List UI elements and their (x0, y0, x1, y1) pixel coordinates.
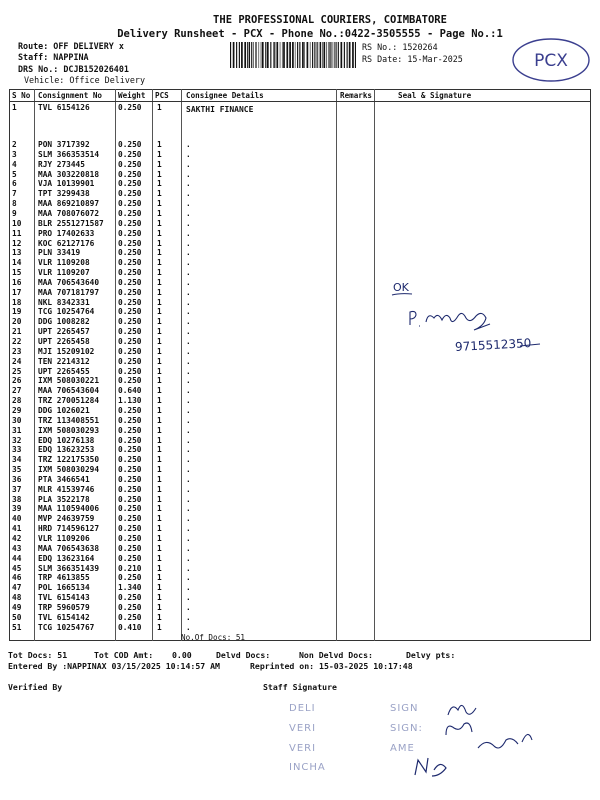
row-weight: 0.250 (118, 415, 142, 425)
row-sno: 17 (12, 287, 22, 297)
row-sno: 14 (12, 258, 22, 268)
row-sno: 35 (12, 465, 22, 475)
row-consignment: TRZ 270051284 (38, 396, 100, 406)
row-consignment: IXM 508030221 (38, 376, 100, 386)
row-weight: 0.250 (118, 356, 142, 366)
row-weight: 0.250 (118, 103, 142, 112)
row-sno: 9 (12, 208, 17, 218)
total-cod-value: 0.00 (172, 650, 192, 660)
row-pcs: 1 (157, 435, 162, 445)
row-weight: 0.640 (118, 386, 142, 396)
row-sno: 44 (12, 553, 22, 563)
row-consignment: UPT 2265458 (38, 337, 90, 346)
row-consignee-dot: . (186, 494, 191, 504)
row-consignee-dot: . (186, 277, 191, 287)
row-sno: 12 (12, 238, 22, 248)
faint-stamp-line: AME (390, 743, 415, 754)
col-header-consignment: Consignment No (38, 91, 103, 100)
row-consignment: TCG 10254764 (38, 307, 95, 317)
row-consignment: DDG 1008282 (38, 317, 90, 327)
row-weight: 0.250 (118, 238, 142, 248)
row-weight: 0.250 (118, 277, 142, 287)
row-consignee-dot: . (186, 356, 191, 366)
row-weight: 0.250 (118, 573, 142, 583)
row-consignee-dot: . (186, 327, 191, 337)
row-consignment: MAA 707181797 (38, 287, 100, 297)
row-consignment: TVL 6154126 (38, 103, 90, 112)
staff-signature-label: Staff Signature (263, 682, 337, 692)
row-sno: 20 (12, 317, 22, 327)
total-docs: Tot Docs: 51 (8, 650, 68, 660)
row-weight: 0.250 (118, 593, 142, 603)
row-sno: 51 (12, 622, 22, 632)
row-pcs: 1 (157, 103, 162, 112)
row-consignee-dot: . (186, 524, 191, 534)
row-pcs: 1 (157, 159, 162, 169)
row-consignee-dot: . (186, 297, 191, 307)
row-consignment: NKL 8342331 (38, 297, 90, 307)
row-consignment: EDQ 10276138 (38, 435, 95, 445)
row-weight: 0.250 (118, 494, 142, 504)
row-sno: 32 (12, 435, 22, 445)
row-pcs: 1 (157, 455, 162, 465)
row-consignee-dot: . (186, 504, 191, 514)
row-sno: 5 (12, 169, 17, 179)
row-consignment: VLR 1109207 (38, 268, 90, 278)
faint-stamp-line: INCHA (289, 762, 326, 773)
row-sno: 37 (12, 484, 22, 494)
row-consignment: VLR 1109206 (38, 534, 90, 543)
non-delivered-docs-label: Non Delvd Docs: (299, 650, 373, 660)
row-consignment: MAA 869210897 (38, 199, 100, 209)
row-pcs: 1 (157, 238, 162, 248)
row-pcs: 1 (157, 405, 162, 415)
row-pcs: 1 (157, 287, 162, 297)
entered-by: Entered By :NAPPINAX 03/15/2025 10:14:57 AM (8, 661, 220, 671)
row-sno: 15 (12, 268, 22, 278)
row-weight: 1.130 (118, 396, 142, 406)
row-consignee-dot: . (186, 228, 191, 238)
row-pcs: 1 (157, 484, 162, 494)
row-consignment: PRO 17402633 (38, 228, 95, 238)
row-sno: 50 (12, 612, 22, 622)
row-consignee-dot: . (186, 435, 191, 445)
row-consignment: UPT 2265457 (38, 327, 90, 337)
row-weight: 0.250 (118, 612, 142, 622)
row-pcs: 1 (157, 307, 162, 317)
row-consignee-dot: . (186, 612, 191, 622)
row-pcs: 1 (157, 474, 162, 484)
row-consignee-dot: . (186, 169, 191, 179)
row-consignee-dot: . (186, 514, 191, 524)
row-pcs: 1 (157, 356, 162, 366)
col-header-pcs: PCS (155, 91, 169, 100)
row-pcs: 1 (157, 534, 162, 543)
faint-stamp-line: DELI (289, 703, 316, 714)
row-sno: 31 (12, 425, 22, 435)
row-consignee-dot: . (186, 346, 191, 356)
row-sno: 6 (12, 179, 17, 189)
row-weight: 0.250 (118, 228, 142, 238)
row-sno: 42 (12, 534, 22, 543)
row-pcs: 1 (157, 504, 162, 514)
row-consignment: MAA 708076072 (38, 208, 100, 218)
row-sno: 3 (12, 149, 17, 159)
row-weight: 0.250 (118, 376, 142, 386)
row-weight: 0.250 (118, 366, 142, 376)
row-pcs: 1 (157, 337, 162, 346)
row-consignment: MAA 706543604 (38, 386, 100, 396)
col-header-sno: S No (12, 91, 31, 100)
row-weight: 0.250 (118, 159, 142, 169)
row-consignment: VLR 1109208 (38, 258, 90, 268)
reprinted-on: Reprinted on: 15-03-2025 10:17:48 (250, 661, 413, 671)
row-weight: 0.250 (118, 208, 142, 218)
row-pcs: 1 (157, 543, 162, 553)
row-consignment: MAA 706543640 (38, 277, 100, 287)
row-consignment: PLA 3522178 (38, 494, 90, 504)
row-weight: 0.250 (118, 602, 142, 612)
delivery-points-label: Delvy pts: (406, 650, 456, 660)
row-weight: 0.210 (118, 563, 142, 573)
row-pcs: 1 (157, 228, 162, 238)
first-consignee: SAKTHI FINANCE (186, 105, 254, 114)
row-consignee-dot: . (186, 573, 191, 583)
row-sno: 10 (12, 218, 22, 228)
row-consignment: IXM 508030294 (38, 465, 100, 475)
row-pcs: 1 (157, 189, 162, 199)
row-consignee-dot: . (186, 543, 191, 553)
row-consignment: MJI 15209102 (38, 346, 95, 356)
stamp-text: PCX (534, 51, 568, 71)
row-consignment: TVL 6154142 (38, 612, 90, 622)
row-consignment: BLR 2551271587 (38, 218, 104, 228)
row-pcs: 1 (157, 376, 162, 386)
row-pcs: 1 (157, 386, 162, 396)
verified-by-label: Verified By (8, 682, 63, 692)
row-sno: 2 (12, 140, 17, 149)
row-weight: 0.250 (118, 405, 142, 415)
row-consignee-dot: . (186, 149, 191, 159)
row-consignee-dot: . (186, 189, 191, 199)
row-sno: 24 (12, 356, 22, 366)
row-sno: 7 (12, 189, 17, 199)
row-consignee-dot: . (186, 307, 191, 317)
row-consignee-dot: . (186, 474, 191, 484)
row-consignment: SLM 366351439 (38, 563, 100, 573)
row-consignee-dot: . (186, 366, 191, 376)
col-header-remarks: Remarks (340, 91, 373, 100)
row-pcs: 1 (157, 366, 162, 376)
rs-date: RS Date: 15-Mar-2025 (362, 54, 463, 64)
row-weight: 0.250 (118, 514, 142, 524)
row-sno: 1 (12, 103, 17, 112)
row-sno: 47 (12, 583, 22, 593)
row-pcs: 1 (157, 149, 162, 159)
row-sno: 34 (12, 455, 22, 465)
row-pcs: 1 (157, 396, 162, 406)
row-weight: 0.250 (118, 218, 142, 228)
row-sno: 18 (12, 297, 22, 307)
row-pcs: 1 (157, 593, 162, 603)
row-pcs: 1 (157, 346, 162, 356)
row-consignee-dot: . (186, 445, 191, 455)
row-pcs: 1 (157, 622, 162, 632)
row-consignment: SLM 366353514 (38, 149, 100, 159)
row-sno: 49 (12, 602, 22, 612)
row-consignment: EDQ 13623164 (38, 553, 95, 563)
row-consignment: HRD 714596127 (38, 524, 100, 534)
route-label: Route: OFF DELIVERY x (18, 41, 124, 51)
col-header-weight: Weight (118, 91, 146, 100)
row-sno: 40 (12, 514, 22, 524)
row-weight: 0.250 (118, 543, 142, 553)
row-consignee-dot: . (186, 258, 191, 268)
row-sno: 26 (12, 376, 22, 386)
row-consignment: TRP 4613855 (38, 573, 90, 583)
total-cod-label: Tot COD Amt: (94, 650, 154, 660)
row-consignment: KOC 62127176 (38, 238, 95, 248)
row-sno: 8 (12, 199, 17, 209)
row-weight: 0.250 (118, 268, 142, 278)
row-consignee-dot: . (186, 208, 191, 218)
row-weight: 0.250 (118, 149, 142, 159)
row-consignee-dot: . (186, 179, 191, 189)
row-consignment: PTA 3466541 (38, 474, 90, 484)
row-sno: 16 (12, 277, 22, 287)
row-pcs: 1 (157, 199, 162, 209)
row-pcs: 1 (157, 445, 162, 455)
row-consignee-dot: . (186, 376, 191, 386)
delivered-docs-label: Delvd Docs: (216, 650, 271, 660)
row-pcs: 1 (157, 258, 162, 268)
row-pcs: 1 (157, 563, 162, 573)
row-sno: 46 (12, 573, 22, 583)
row-sno: 21 (12, 327, 22, 337)
row-consignment: MAA 706543638 (38, 543, 100, 553)
runsheet-title: Delivery Runsheet - PCX - Phone No.:0422-3505555 - Page No.:1 (117, 28, 503, 40)
faint-stamp-line: VERI (289, 723, 317, 734)
faint-stamp-line: VERI (289, 743, 317, 754)
row-sno: 43 (12, 543, 22, 553)
row-pcs: 1 (157, 277, 162, 287)
row-pcs: 1 (157, 327, 162, 337)
row-weight: 0.250 (118, 337, 142, 346)
row-weight: 0.250 (118, 327, 142, 337)
row-pcs: 1 (157, 297, 162, 307)
row-weight: 0.250 (118, 504, 142, 514)
row-consignment: IXM 508030293 (38, 425, 100, 435)
row-pcs: 1 (157, 140, 162, 149)
row-sno: 48 (12, 593, 22, 603)
row-pcs: 1 (157, 524, 162, 534)
row-consignee-dot: . (186, 455, 191, 465)
row-weight: 0.250 (118, 455, 142, 465)
row-consignee-dot: . (186, 248, 191, 258)
row-consignment: PON 3717392 (38, 140, 90, 149)
row-sno: 19 (12, 307, 22, 317)
row-weight: 0.250 (118, 317, 142, 327)
row-consignee-dot: . (186, 425, 191, 435)
row-consignee-dot: . (186, 396, 191, 406)
row-weight: 0.250 (118, 258, 142, 268)
row-consignee-dot: . (186, 159, 191, 169)
row-weight: 0.250 (118, 179, 142, 189)
row-consignment: TEN 2214312 (38, 356, 90, 366)
row-consignment: MVP 24639759 (38, 514, 95, 524)
row-consignee-dot: . (186, 140, 191, 149)
row-consignment: EDQ 13623253 (38, 445, 95, 455)
row-consignment: TPT 3299438 (38, 189, 90, 199)
row-pcs: 1 (157, 248, 162, 258)
row-consignee-dot: . (186, 287, 191, 297)
row-pcs: 1 (157, 612, 162, 622)
row-weight: 0.250 (118, 524, 142, 534)
row-pcs: 1 (157, 218, 162, 228)
row-sno: 45 (12, 563, 22, 573)
row-pcs: 1 (157, 208, 162, 218)
row-weight: 0.250 (118, 346, 142, 356)
row-weight: 0.250 (118, 484, 142, 494)
faint-stamp-line: SIGN: (390, 723, 423, 734)
col-header-seal: Seal & Signature (398, 91, 472, 100)
row-consignment: UPT 2265455 (38, 366, 90, 376)
row-consignment: MAA 303220818 (38, 169, 100, 179)
row-consignee-dot: . (186, 583, 191, 593)
row-weight: 0.250 (118, 189, 142, 199)
row-pcs: 1 (157, 415, 162, 425)
row-consignee-dot: . (186, 593, 191, 603)
no-of-docs: No.Of Docs: 51 (181, 633, 246, 642)
row-sno: 25 (12, 366, 22, 376)
vehicle-label: Vehicle: Office Delivery (24, 75, 146, 85)
row-consignment: PLN 33419 (38, 248, 81, 258)
row-consignment: TRZ 122175350 (38, 455, 100, 465)
row-sno: 27 (12, 386, 22, 396)
row-consignee-dot: . (186, 386, 191, 396)
row-consignment: TCG 10254767 (38, 622, 95, 632)
row-pcs: 1 (157, 317, 162, 327)
row-consignee-dot: . (186, 465, 191, 475)
row-weight: 0.250 (118, 199, 142, 209)
row-consignment: TRZ 113408551 (38, 415, 100, 425)
row-sno: 4 (12, 159, 17, 169)
row-sno: 41 (12, 524, 22, 534)
row-pcs: 1 (157, 169, 162, 179)
row-consignment: POL 1665134 (38, 583, 90, 593)
row-weight: 1.340 (118, 583, 142, 593)
row-consignee-dot: . (186, 602, 191, 612)
row-weight: 0.250 (118, 474, 142, 484)
row-sno: 13 (12, 248, 22, 258)
row-weight: 0.250 (118, 445, 142, 455)
row-consignment: VJA 10139901 (38, 179, 95, 189)
row-consignee-dot: . (186, 199, 191, 209)
row-consignment: TVL 6154143 (38, 593, 90, 603)
row-pcs: 1 (157, 425, 162, 435)
row-consignee-dot: . (186, 238, 191, 248)
row-sno: 11 (12, 228, 22, 238)
row-sno: 22 (12, 337, 22, 346)
company-title: THE PROFESSIONAL COURIERS, COIMBATORE (213, 14, 447, 26)
row-pcs: 1 (157, 494, 162, 504)
row-sno: 29 (12, 405, 22, 415)
row-pcs: 1 (157, 179, 162, 189)
row-consignee-dot: . (186, 563, 191, 573)
row-consignee-dot: . (186, 484, 191, 494)
row-consignment: TRP 5960579 (38, 602, 90, 612)
row-weight: 0.410 (118, 622, 142, 632)
row-consignee-dot: . (186, 317, 191, 327)
row-weight: 0.250 (118, 307, 142, 317)
row-pcs: 1 (157, 583, 162, 593)
row-consignee-dot: . (186, 534, 191, 543)
row-consignment: RJY 273445 (38, 159, 85, 169)
row-sno: 28 (12, 396, 22, 406)
row-sno: 38 (12, 494, 22, 504)
faint-stamp-line: SIGN (390, 703, 419, 714)
row-pcs: 1 (157, 573, 162, 583)
row-consignee-dot: . (186, 218, 191, 228)
row-sno: 39 (12, 504, 22, 514)
row-consignee-dot: . (186, 268, 191, 278)
row-consignee-dot: . (186, 337, 191, 346)
staff-label: Staff: NAPPINA (18, 52, 89, 62)
row-consignment: MAA 110594006 (38, 504, 100, 514)
row-consignee-dot: . (186, 405, 191, 415)
row-weight: 0.250 (118, 425, 142, 435)
row-weight: 0.250 (118, 169, 142, 179)
row-pcs: 1 (157, 553, 162, 563)
row-sno: 36 (12, 474, 22, 484)
row-weight: 0.250 (118, 287, 142, 297)
row-weight: 0.250 (118, 553, 142, 563)
handwritten-phone: 9715512350 (454, 336, 532, 354)
row-pcs: 1 (157, 602, 162, 612)
row-weight: 0.250 (118, 534, 142, 543)
row-weight: 0.250 (118, 248, 142, 258)
row-consignment: DDG 1026021 (38, 405, 90, 415)
row-consignee-dot: . (186, 415, 191, 425)
drs-number: DRS No.: DCJB152026401 (18, 64, 129, 74)
row-pcs: 1 (157, 268, 162, 278)
row-pcs: 1 (157, 465, 162, 475)
row-weight: 0.250 (118, 297, 142, 307)
row-consignee-dot: . (186, 553, 191, 563)
col-header-consignee: Consignee Details (186, 91, 264, 100)
row-sno: 23 (12, 346, 22, 356)
row-weight: 0.250 (118, 140, 142, 149)
row-weight: 0.250 (118, 465, 142, 475)
handwritten-ok: OK (393, 281, 409, 294)
row-consignee-dot: . (186, 622, 191, 632)
row-pcs: 1 (157, 514, 162, 524)
row-consignment: MLR 41539746 (38, 484, 95, 494)
row-sno: 33 (12, 445, 22, 455)
row-weight: 0.250 (118, 435, 142, 445)
row-sno: 30 (12, 415, 22, 425)
rs-number: RS No.: 1520264 (362, 42, 438, 52)
